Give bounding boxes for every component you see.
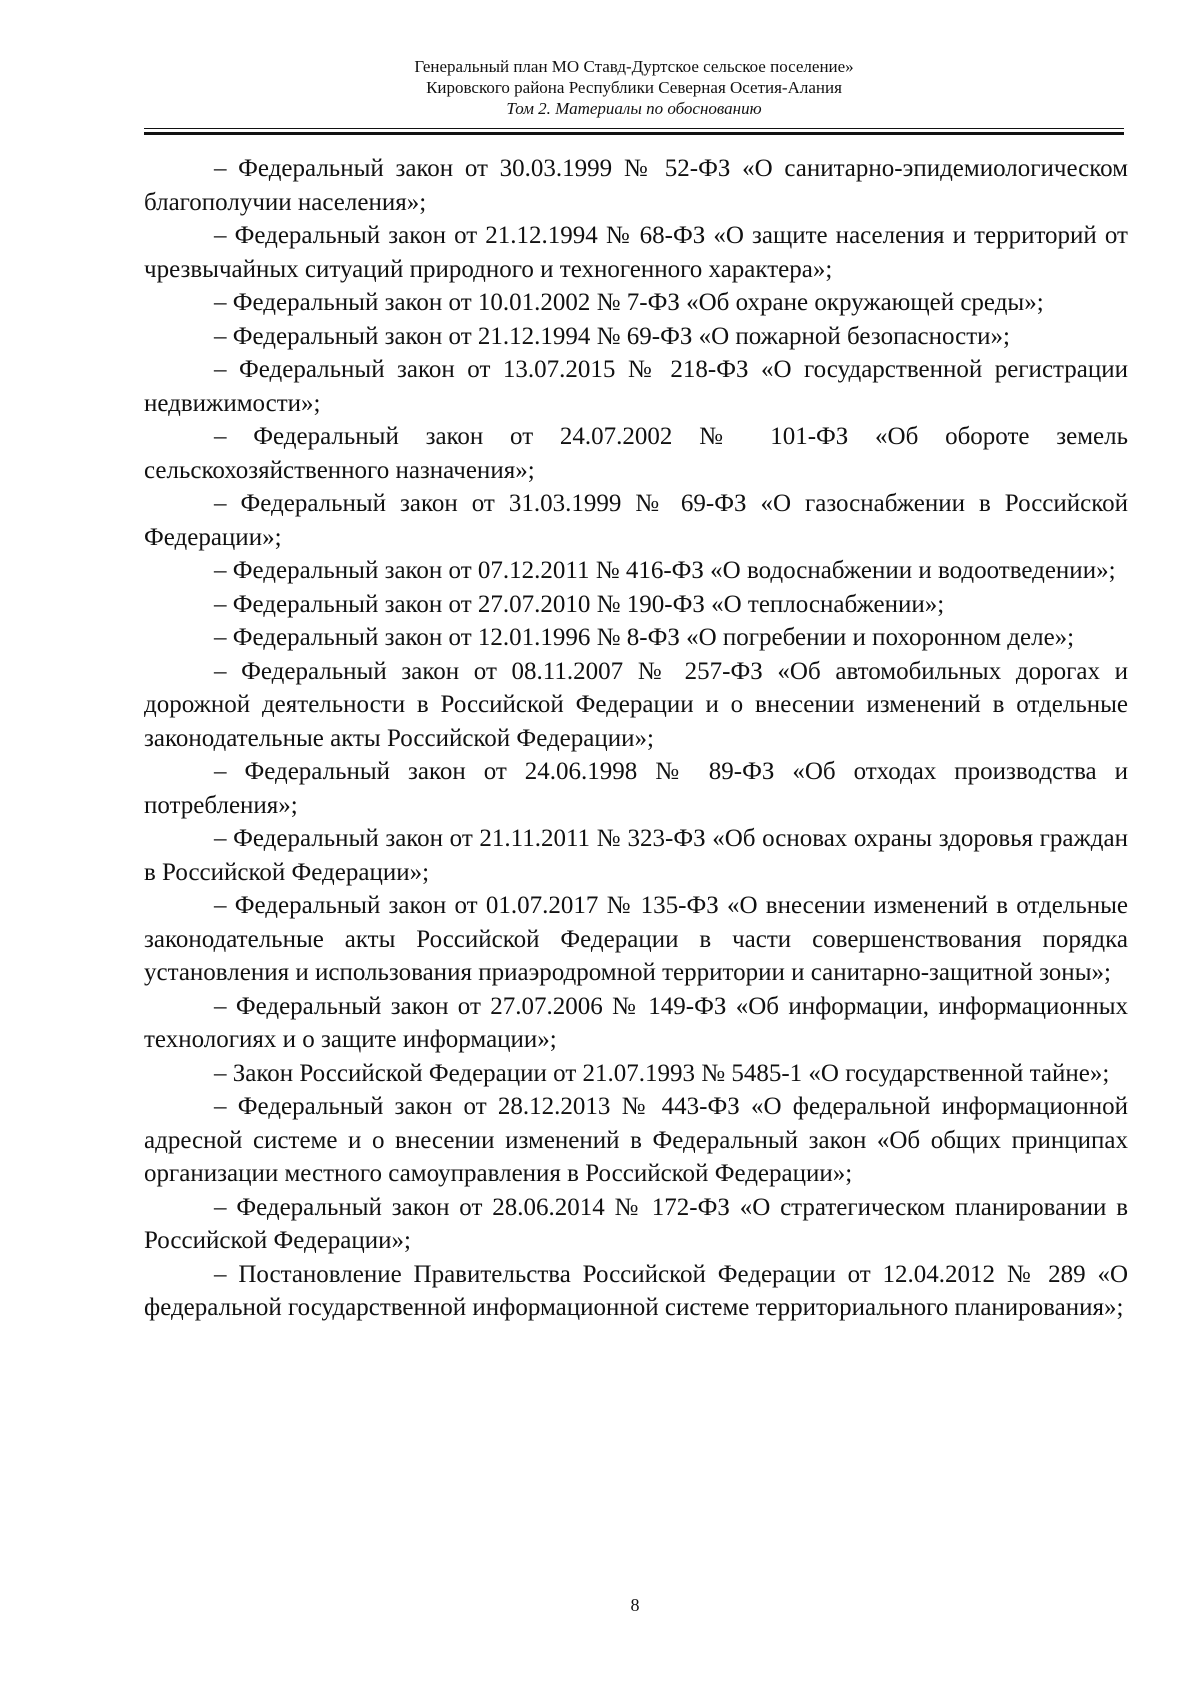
header-rule-thin (144, 128, 1124, 129)
header-rule-thick (144, 132, 1124, 135)
law-list-item: – Федеральный закон от 28.12.2013 № 443-ФЗ «О федеральной информационной адресной системе и о внесении изменений в Федеральный закон «Об общих принципах организации местного самоуправления в Российской Федерации»; (144, 1093, 1128, 1187)
law-list-item: – Федеральный закон от 08.11.2007 № 257-ФЗ «Об автомобильных дорогах и дорожной деятельности в Российской Федерации и о внесении изменений в отдельные законодательные акты Российской Федерации»; (144, 657, 1128, 752)
page-header (144, 56, 1124, 119)
law-list-item: – Федеральный закон от 24.06.1998 № 89-ФЗ «Об отходах производства и потребления»; (144, 758, 1128, 819)
law-list-item: – Федеральный закон от 31.03.1999 № 69-ФЗ «О газоснабжении в Российской Федерации»; (144, 490, 1128, 551)
law-list-item: – Федеральный закон от 21.12.1994 № 68-ФЗ «О защите населения и территорий от чрезвычайных ситуаций природного и техногенного характера»; (144, 222, 1128, 283)
law-list-item: – Федеральный закон от 10.01.2002 № 7-ФЗ «Об охране окружающей среды»; (214, 289, 1044, 316)
header-volume-line: Том 2. Материалы по обоснованию (506, 99, 762, 118)
header-title-line: Генеральный план МО Ставд-Дуртское сельское поселение» (414, 57, 854, 76)
law-list-item: – Федеральный закон от 24.07.2002 № 101-ФЗ «Об обороте земель сельскохозяйственного назначения»; (144, 423, 1128, 484)
law-list-item: – Федеральный закон от 07.12.2011 № 416-ФЗ «О водоснабжении и водоотведении»; (214, 557, 1116, 584)
law-list-item: – Федеральный закон от 21.11.2011 № 323-ФЗ «Об основах охраны здоровья граждан в Российской Федерации»; (144, 825, 1128, 886)
document-body (144, 152, 1128, 1325)
law-list-item: – Постановление Правительства Российской Федерации от 12.04.2012 № 289 «О федеральной государственной информационной системе территориального планирования»; (144, 1260, 1128, 1321)
law-list-item: – Федеральный закон от 27.07.2006 № 149-ФЗ «Об информации, информационных технологиях и о защите информации»; (144, 992, 1128, 1053)
law-list-item: – Федеральный закон от 01.07.2017 № 135-ФЗ «О внесении изменений в отдельные законодательные акты Российской Федерации в части совершенствования порядка установления и использования приаэродромной территории и санитарно-защитной зоны»; (144, 892, 1128, 986)
page-number: 8 (630, 1595, 640, 1615)
law-list-item: – Федеральный закон от 28.06.2014 № 172-ФЗ «О стратегическом планировании в Российской Федерации»; (144, 1193, 1128, 1254)
law-list-item: – Федеральный закон от 27.07.2010 № 190-ФЗ «О теплоснабжении»; (214, 590, 945, 618)
law-list-item: – Федеральный закон от 30.03.1999 № 52-ФЗ «О санитарно-эпидемиологическом благополучии населения»; (144, 155, 1128, 216)
law-list-item: – Федеральный закон от 12.01.1996 № 8-ФЗ «О погребении и похоронном деле»; (214, 624, 1075, 651)
law-list-item: – Федеральный закон от 21.12.1994 № 69-ФЗ «О пожарной безопасности»; (214, 322, 1010, 350)
law-list-item: – Закон Российской Федерации от 21.07.1993 № 5485-1 «О государственной тайне»; (214, 1059, 1110, 1087)
header-region-line: Кировского района Республики Северная Осетия-Алания (426, 78, 842, 97)
law-list-item: – Федеральный закон от 13.07.2015 № 218-ФЗ «О государственной регистрации недвижимости»; (144, 356, 1128, 417)
